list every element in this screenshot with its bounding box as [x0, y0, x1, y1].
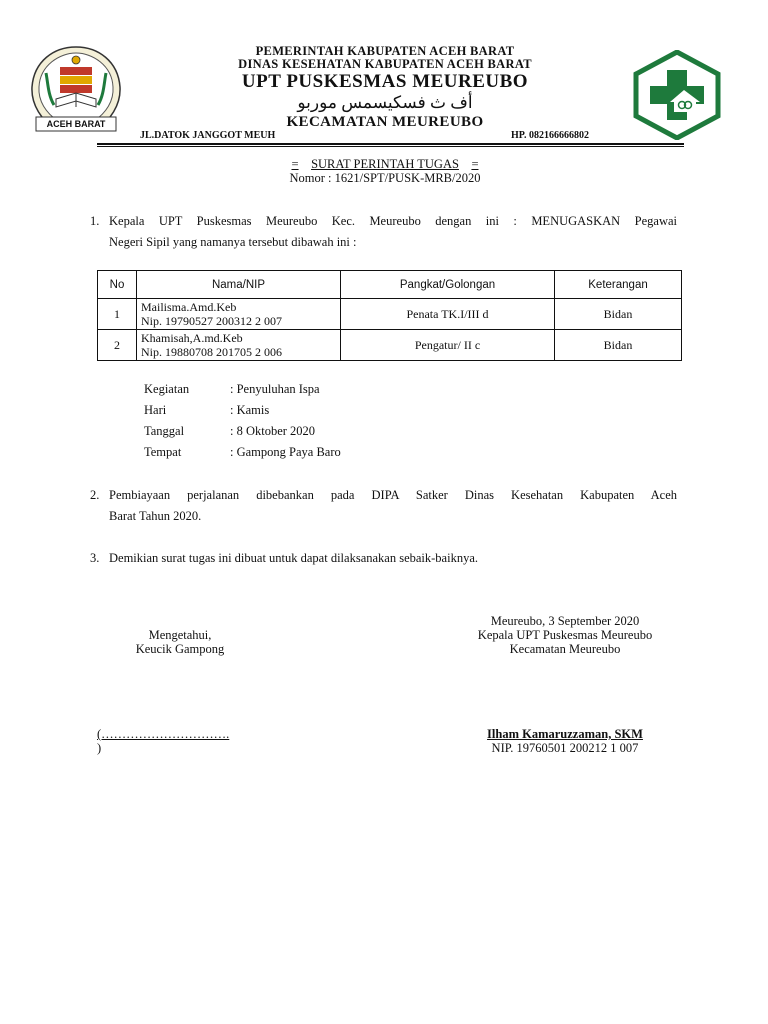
letterhead-rule-thin — [97, 146, 684, 147]
title-marker-right: = — [471, 157, 479, 171]
title-marker-left: = — [291, 157, 299, 171]
cell-no: 2 — [98, 330, 137, 361]
detail-row-date — [144, 421, 341, 442]
col-header-rank: Pangkat/Golongan — [341, 271, 555, 299]
point-2-number: 2. — [90, 488, 100, 502]
point-3-number: 3. — [90, 551, 100, 565]
detail-row-place — [144, 442, 341, 463]
emblem-label: ACEH BARAT — [46, 119, 106, 129]
point-1-line-1: Kepala UPT Puskesmas Meureubo Kec. Meureubo dengan ini : MENUGASKAN Pegawai — [109, 214, 677, 228]
puskesmas-logo — [632, 50, 722, 140]
cell-note: Bidan — [555, 299, 682, 330]
signature-left-line-1: Mengetahui, — [148, 628, 212, 642]
detail-label: Tanggal — [144, 424, 185, 438]
assignment-details — [144, 379, 341, 463]
signature-right — [440, 614, 690, 656]
staff-nip: Nip. 19880708 201705 2 006 — [141, 345, 282, 359]
point-2-line-1: Pembiayaan perjalanan dibebankan pada DIPA Satker Dinas Kesehatan Kabupaten Aceh — [109, 488, 677, 502]
detail-row-day — [144, 400, 341, 421]
signature-right-name-block — [440, 727, 690, 755]
point-3-text: Demikian surat tugas ini dibuat untuk dapat dilaksanakan sebaik-baiknya. — [109, 551, 479, 565]
point-1-number: 1. — [90, 214, 100, 228]
table-row — [98, 299, 682, 330]
staff-name: Khamisah,A.md.Keb — [141, 331, 243, 345]
title-text: SURAT PERINTAH TUGAS — [311, 157, 459, 171]
letter-title — [150, 157, 620, 171]
detail-value: : Kamis — [230, 403, 270, 417]
detail-label: Tempat — [144, 445, 182, 459]
table-row — [98, 330, 682, 361]
letter-number: Nomor : 1621/SPT/PUSK-MRB/2020 — [289, 171, 481, 185]
detail-value: : Penyuluhan Ispa — [230, 382, 320, 396]
table-header-row — [98, 271, 682, 299]
detail-label: Kegiatan — [144, 382, 190, 396]
signature-left — [100, 628, 260, 656]
cell-name — [137, 299, 341, 330]
header-phone: HP. 082166666802 — [511, 130, 589, 141]
point-2-line-2: Barat Tahun 2020. — [109, 509, 202, 523]
point-1-line-2: Negeri Sipil yang namanya tersebut dibawah ini : — [109, 235, 357, 249]
col-header-no: No — [98, 271, 137, 299]
signature-right-line-1: Kepala UPT Puskesmas Meureubo — [477, 628, 653, 642]
signature-left-dots: (…………………………. — [97, 727, 230, 741]
cell-name — [137, 330, 341, 361]
detail-row-activity — [144, 379, 341, 400]
signatory-nip: NIP. 19760501 200212 1 007 — [491, 741, 639, 755]
header-district: KECAMATAN MEUREUBO — [286, 114, 484, 130]
staff-nip: Nip. 19790527 200312 2 007 — [141, 314, 282, 328]
detail-label: Hari — [144, 403, 167, 417]
header-agency: DINAS KESEHATAN KABUPATEN ACEH BARAT — [238, 57, 532, 71]
letterhead-rule — [97, 143, 684, 145]
header-government: PEMERINTAH KABUPATEN ACEH BARAT — [255, 44, 515, 58]
staff-name: Mailisma.Amd.Keb — [141, 300, 237, 314]
cell-no: 1 — [98, 299, 137, 330]
col-header-note: Keterangan — [555, 271, 682, 299]
staff-table — [97, 270, 682, 361]
signature-left-name — [97, 727, 229, 755]
cell-note: Bidan — [555, 330, 682, 361]
cell-rank: Pengatur/ II c — [341, 330, 555, 361]
header-institution: UPT PUSKESMAS MEUREUBO — [241, 71, 529, 92]
detail-value: : 8 Oktober 2020 — [230, 424, 316, 438]
point-1-text — [109, 211, 677, 253]
signature-place-date: Meureubo, 3 September 2020 — [490, 614, 640, 628]
point-2-text — [109, 485, 677, 527]
header-address: JL.DATOK JANGGOT MEUH — [140, 130, 276, 141]
signatory-name: Ilham Kamaruzzaman, SKM — [487, 727, 643, 741]
aceh-barat-emblem — [26, 43, 126, 135]
signature-right-line-2: Kecamatan Meureubo — [509, 642, 621, 656]
signature-left-line-2: Keucik Gampong — [135, 642, 225, 656]
header-arabic: أف ث فسكيسمس موربو — [297, 93, 473, 112]
col-header-name: Nama/NIP — [137, 271, 341, 299]
signature-left-close: ) — [97, 741, 102, 755]
cell-rank: Penata TK.I/III d — [341, 299, 555, 330]
detail-value: : Gampong Paya Baro — [230, 445, 341, 459]
